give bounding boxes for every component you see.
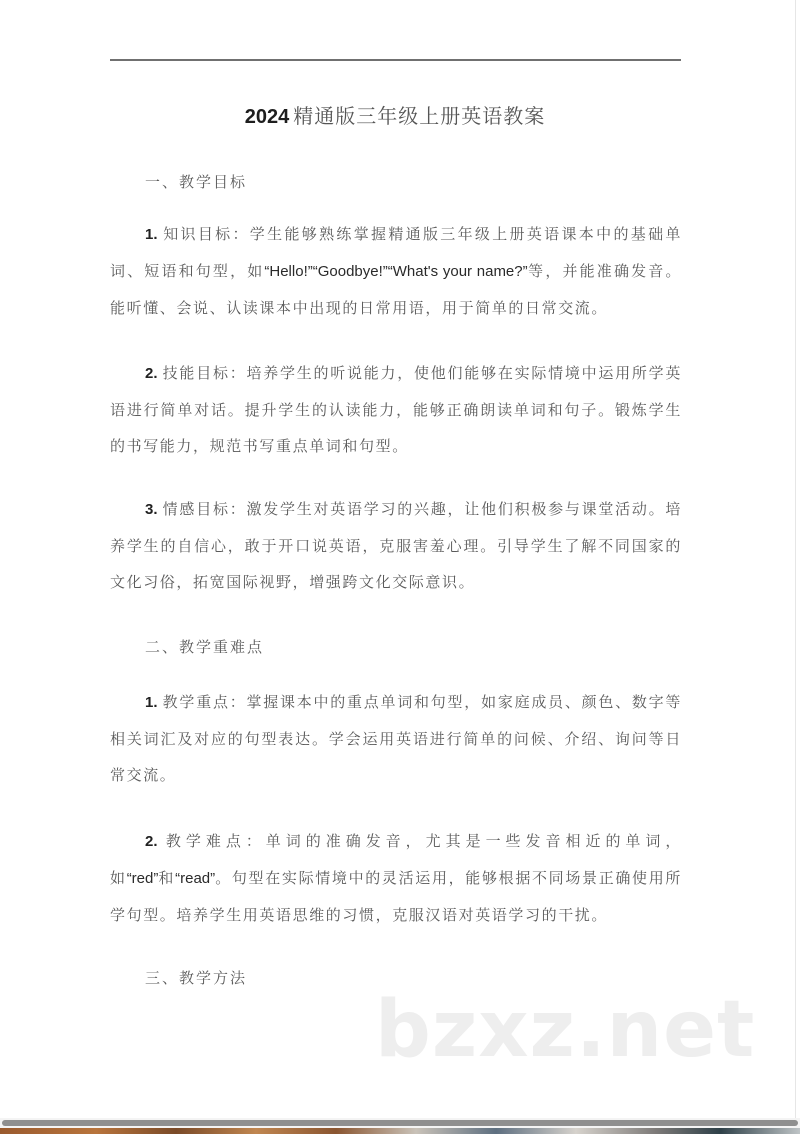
title-text: 精通版三年级上册英语教案: [293, 104, 546, 128]
item-number: 1.: [145, 694, 158, 711]
document-title: [0, 102, 790, 131]
english-phrases: “Hello!”“Goodbye!”“What's your name?”: [264, 263, 528, 280]
paragraph-knowledge-objective: [110, 216, 682, 326]
paragraph-teaching-difficulty: [110, 823, 682, 933]
paragraph-text: 教学难点：单词的准确发音，尤其是一些发音相近的单词，如: [110, 832, 682, 887]
paragraph-text: 教学重点：掌握课本中的重点单词和句型，如家庭成员、颜色、数字等相关词汇及对应的句型表达。学会运用英语进行简单的问候、介绍、询问等日常交流。: [110, 693, 682, 784]
paragraph-skill-objective: [110, 355, 682, 464]
section-heading-teaching-objectives: 一、教学目标: [145, 173, 248, 191]
header-rule: [110, 59, 681, 61]
paragraph-emotional-objective: [110, 491, 682, 600]
item-number: 1.: [145, 226, 158, 243]
horizontal-scrollbar[interactable]: [0, 1118, 800, 1128]
paragraph-text: 情感目标：激发学生对英语学习的兴趣，让他们积极参与课堂活动。培养学生的自信心，敢于开口说英语，克服害羞心理。引导学生了解不同国家的文化习俗，拓宽国际视野，增强跨文化交际意识。: [110, 500, 682, 591]
section-heading-key-difficult-points: 二、教学重难点: [145, 638, 265, 656]
title-year: 2024: [244, 106, 290, 128]
background-image-strip: [0, 1128, 800, 1134]
watermark: bzxz.net: [375, 985, 756, 1075]
paragraph-text: 。句型在实际情境中的灵活运用，能够根据不同场景正确使用所学句型。培养学生用英语思维的习惯，克服汉语对英语学习的干扰。: [110, 869, 682, 924]
english-word: “read”: [175, 870, 216, 887]
paragraph-text: 和: [158, 869, 176, 887]
paragraph-text: 知识目标：学生能够熟练掌握精通版三年级上册英语课本中的基础单词、短语和句型，如: [110, 225, 682, 280]
english-word: “red”: [126, 870, 159, 887]
section-heading-teaching-methods: 三、教学方法: [145, 969, 248, 987]
item-number: 3.: [145, 501, 158, 518]
paragraph-text: 等，并能准确发音。能听懂、会说、认读课本中出现的日常用语，用于简单的日常交流。: [110, 262, 683, 317]
item-number: 2.: [145, 833, 158, 850]
paragraph-teaching-focus: [110, 684, 682, 793]
horizontal-scrollbar-thumb[interactable]: [2, 1120, 798, 1126]
paragraph-text: 技能目标：培养学生的听说能力，使他们能够在实际情境中运用所学英语进行简单对话。提升学生的认读能力，能够正确朗读单词和句子。锻炼学生的书写能力，规范书写重点单词和句型。: [110, 364, 682, 455]
item-number: 2.: [145, 365, 158, 382]
